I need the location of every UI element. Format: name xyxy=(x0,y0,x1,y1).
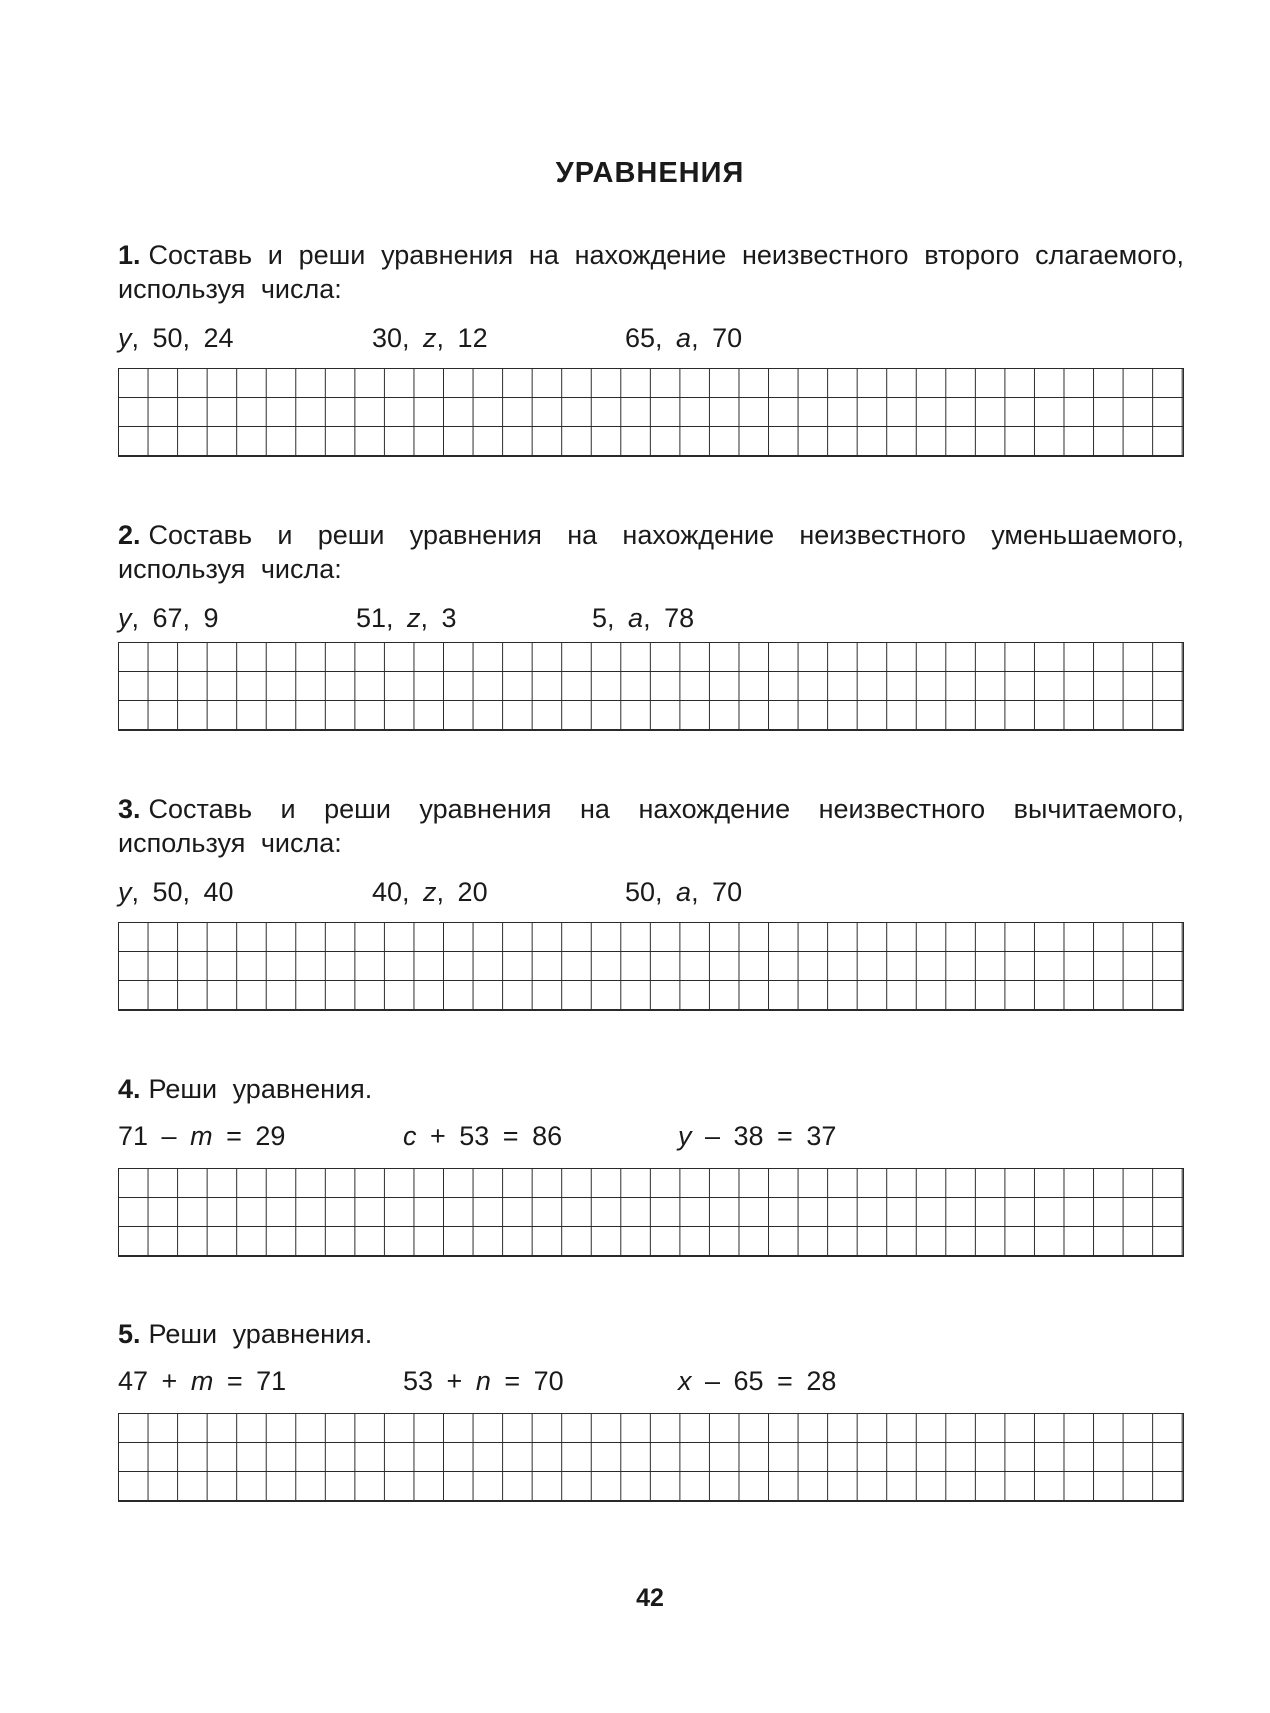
number-set-3: 5, a, 78 xyxy=(592,603,695,633)
task-3-text xyxy=(118,792,1184,860)
task-1-numbers xyxy=(118,323,1184,359)
number-set-1: y, 67, 9 xyxy=(118,603,219,633)
task-5-text xyxy=(118,1317,1184,1351)
task-instruction: Реши уравнения. xyxy=(148,1074,373,1104)
number-set-2: 40, z, 20 xyxy=(372,877,488,907)
page-number: 42 xyxy=(636,1584,664,1612)
task-5-equations xyxy=(118,1366,1184,1402)
task-1 xyxy=(118,238,1184,359)
task-2 xyxy=(118,518,1184,639)
task-instruction: Реши уравнения. xyxy=(148,1319,373,1349)
equation-1: 47 + m = 71 xyxy=(118,1366,287,1396)
task-number: 3. xyxy=(118,794,141,824)
task-number: 1. xyxy=(118,240,141,270)
task-instruction: Составь и реши уравнения на нахождение неизвестного уменьшаемого, используя числа: xyxy=(118,520,1184,584)
task-3 xyxy=(118,792,1184,913)
number-set-3: 50, a, 70 xyxy=(625,877,743,907)
number-set-2: 30, z, 12 xyxy=(372,323,488,353)
task-number: 4. xyxy=(118,1074,141,1104)
number-set-1: y, 50, 24 xyxy=(118,323,234,353)
task-1-text xyxy=(118,238,1184,306)
answer-grid-4[interactable] xyxy=(118,1168,1184,1257)
number-set-2: 51, z, 3 xyxy=(356,603,457,633)
task-4 xyxy=(118,1072,1184,1157)
equation-1: 71 – m = 29 xyxy=(118,1121,286,1151)
task-instruction: Составь и реши уравнения на нахождение неизвестного второго слагаемого, используя числа: xyxy=(118,240,1184,304)
equation-2: c + 53 = 86 xyxy=(403,1121,563,1151)
task-number: 5. xyxy=(118,1319,141,1349)
task-3-numbers xyxy=(118,877,1184,913)
task-5 xyxy=(118,1317,1184,1402)
equation-3: x – 65 = 28 xyxy=(678,1366,837,1396)
number-set-3: 65, a, 70 xyxy=(625,323,743,353)
answer-grid-2[interactable] xyxy=(118,642,1184,731)
task-2-text xyxy=(118,518,1184,586)
answer-grid-5[interactable] xyxy=(118,1413,1184,1502)
equation-2: 53 + n = 70 xyxy=(403,1366,564,1396)
task-number: 2. xyxy=(118,520,141,550)
answer-grid-3[interactable] xyxy=(118,922,1184,1011)
equation-3: y – 38 = 37 xyxy=(678,1121,837,1151)
answer-grid-1[interactable] xyxy=(118,368,1184,457)
task-instruction: Составь и реши уравнения на нахождение неизвестного вычитаемого, используя числа: xyxy=(118,794,1184,858)
number-set-1: y, 50, 40 xyxy=(118,877,234,907)
page-title: УРАВНЕНИЯ xyxy=(555,157,745,189)
task-4-text xyxy=(118,1072,1184,1106)
task-4-equations xyxy=(118,1121,1184,1157)
task-2-numbers xyxy=(118,603,1184,639)
